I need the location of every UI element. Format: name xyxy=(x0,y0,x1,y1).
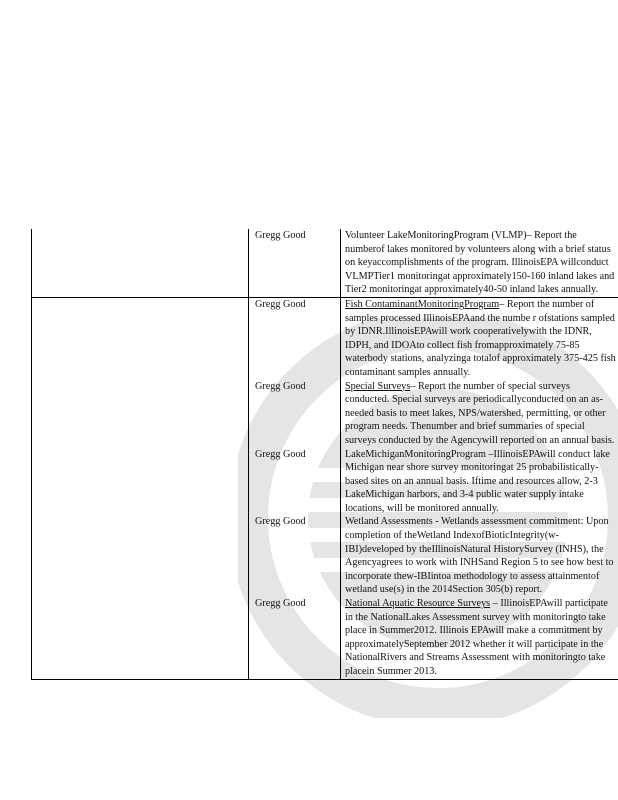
commitment-cell xyxy=(341,297,618,379)
program-cell xyxy=(32,448,249,516)
program-cell xyxy=(32,297,249,379)
program-cell xyxy=(32,380,249,448)
table-row xyxy=(32,380,618,448)
staff-cell: Gregg Good xyxy=(249,448,341,516)
commitment-cell xyxy=(341,515,618,597)
commitment-title: Fish ContaminantMonitoringProgram xyxy=(345,298,500,310)
table-row xyxy=(32,448,618,516)
commitment-cell xyxy=(341,448,618,516)
program-cell xyxy=(32,229,249,297)
commitment-text: LakeMichiganMonitoringProgram –IllinoisEPAwill conduct lake Michigan near shore survey monitoringat 25 probabilistically-based sites on an annual basis. Iftime and resources allow, 2-3 LakeMichigan harbors, and 3-4 public water supply intake locations, will be monitored annually. xyxy=(345,448,610,514)
staff-cell: Gregg Good xyxy=(249,597,341,679)
commitment-text: Special Surveys– Report the number of special surveys conducted. Special surveys are periodicallyconducted on an as-needed basis to meet lakes, NPS/watershed, permitting, or other program needs. Thenumber and brief summaries of special surveys conducted by the Agencywill reported on an annual basis. xyxy=(345,380,615,446)
staff-cell: Gregg Good xyxy=(249,380,341,448)
commitment-cell xyxy=(341,597,618,679)
staff-cell: Gregg Good xyxy=(249,229,341,297)
commitment-text: Wetland Assessments - Wetlands assessment commitment: Upon completion of theWetland IndexofBioticIntegrity(w-IBI)developed by theIllinoisNatural HistorySurvey (INHS), the Agencyagrees to work with INHSand Region 5 to see how best to incorporate thew-IBIintoa methodology to assess attainmentof wetland use(s) in the 2014Section 305(b) report. xyxy=(345,516,614,596)
commitment-text: National Aquatic Resource Surveys – IllinoisEPAwill participate in the NationalLakes Assessment survey with monitoringto take place in Summer2012. Illinois EPAwill make a commitment by approximatelySeptember 2012 whether it will participate in the NationalRivers and Streams Assessment with monitoringto take placein Summer 2013. xyxy=(345,598,608,677)
commitment-title: Special Surveys xyxy=(345,380,411,392)
table-row xyxy=(32,297,618,379)
commitment-title: National Aquatic Resource Surveys xyxy=(345,598,491,610)
table-row xyxy=(32,597,618,679)
staff-cell: Gregg Good xyxy=(249,297,341,379)
commitment-cell xyxy=(341,380,618,448)
commitment-text: Fish ContaminantMonitoringProgram– Report the number of samples processed IllinoisEPAand the numbe r ofstations sampled by IDNR.IllinoisEPAwill work cooperativelywith the IDNR, IDPH, and IDOAto collect fish fromapproximately 75-85 waterbody stations, analyzinga totalof approximately 375-425 fish contaminant samples annually. xyxy=(345,298,616,378)
program-cell xyxy=(32,515,249,597)
commitments-table xyxy=(31,229,618,680)
staff-cell: Gregg Good xyxy=(249,515,341,597)
table-row xyxy=(32,229,618,297)
commitment-cell xyxy=(341,229,618,297)
commitment-text: Volunteer LakeMonitoringProgram (VLMP)– Report the numberof lakes monitored by volunteers along with a brief status on keyaccomplishments of the program. IllinoisEPA willconduct VLMPTier1 monitoringat approximately150-160 inland lakes and Tier2 monitoringat approximately40-50 inland lakes annually. xyxy=(345,230,615,296)
program-cell xyxy=(32,597,249,679)
table-row xyxy=(32,515,618,597)
